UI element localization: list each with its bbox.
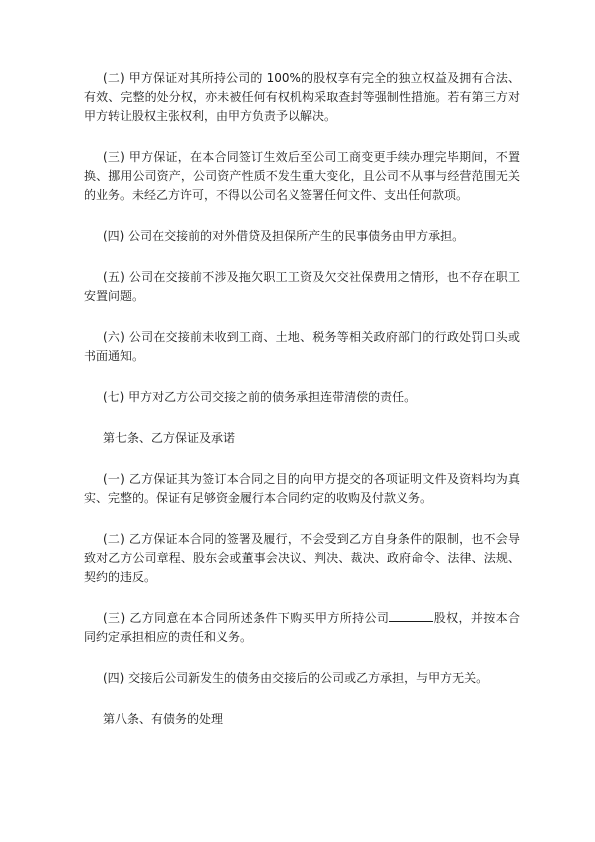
fill-in-blank: [389, 609, 433, 622]
clause-paragraph: (七) 甲方对乙方公司交接之前的债务承担连带清偿的责任。: [103, 390, 417, 404]
section-heading: 第八条、有债务的处理: [103, 712, 224, 726]
clause-paragraph: (六) 公司在交接前未收到工商、土地、税务等相关政府部门的行政处罚口头或书面通知。: [84, 330, 520, 363]
clause-paragraph-with-blank: [84, 609, 520, 647]
clause-paragraph: (五) 公司在交接前不涉及拖欠职工工资及欠交社保费用之情形，也不存在职工安置问题。: [84, 270, 520, 303]
clause-text-before-blank: (三) 乙方同意在本合同所述条件下购买甲方所持公司: [103, 611, 390, 625]
clause-paragraph: (三) 甲方保证，在本合同签订生效后至公司工商变更手续办理完毕期间，不置换、挪用公司资产，公司资产性质不发生重大变化，且公司不从事与经营范围无关的业务。未经乙方许可，不得以公司名义签署任何文件、支出任何款项。: [84, 150, 520, 202]
clause-paragraph: (一) 乙方保证其为签订本合同之目的向甲方提交的各项证明文件及资料均为真实、完整的。保证有足够资金履行本合同约定的收购及付款义务。: [84, 472, 520, 505]
section-heading: 第七条、乙方保证及承诺: [103, 431, 236, 445]
clause-text-after-blank: 股权，并按本合同约定承担相应的责任和义务。: [84, 611, 520, 644]
clause-paragraph: (四) 公司在交接前的对外借贷及担保所产生的民事债务由甲方承担。: [103, 229, 465, 243]
clause-paragraph: (四) 交接后公司新发生的债务由交接后的公司或乙方承担，与甲方无关。: [103, 671, 489, 685]
clause-paragraph: (二) 乙方保证本合同的签署及履行，不会受到乙方自身条件的限制，也不会导致对乙方公司章程、股东会或董事会决议、判决、裁决、政府命令、法律、法规、契约的违反。: [84, 532, 520, 584]
document-body: [84, 69, 520, 751]
clause-paragraph: (二) 甲方保证对其所持公司的 100%的股权享有完全的独立权益及拥有合法、有效、完整的处分权，亦未被任何有权机构采取查封等强制性措施。若有第三方对甲方转让股权主张权利，由甲方负责予以解决。: [84, 71, 520, 123]
